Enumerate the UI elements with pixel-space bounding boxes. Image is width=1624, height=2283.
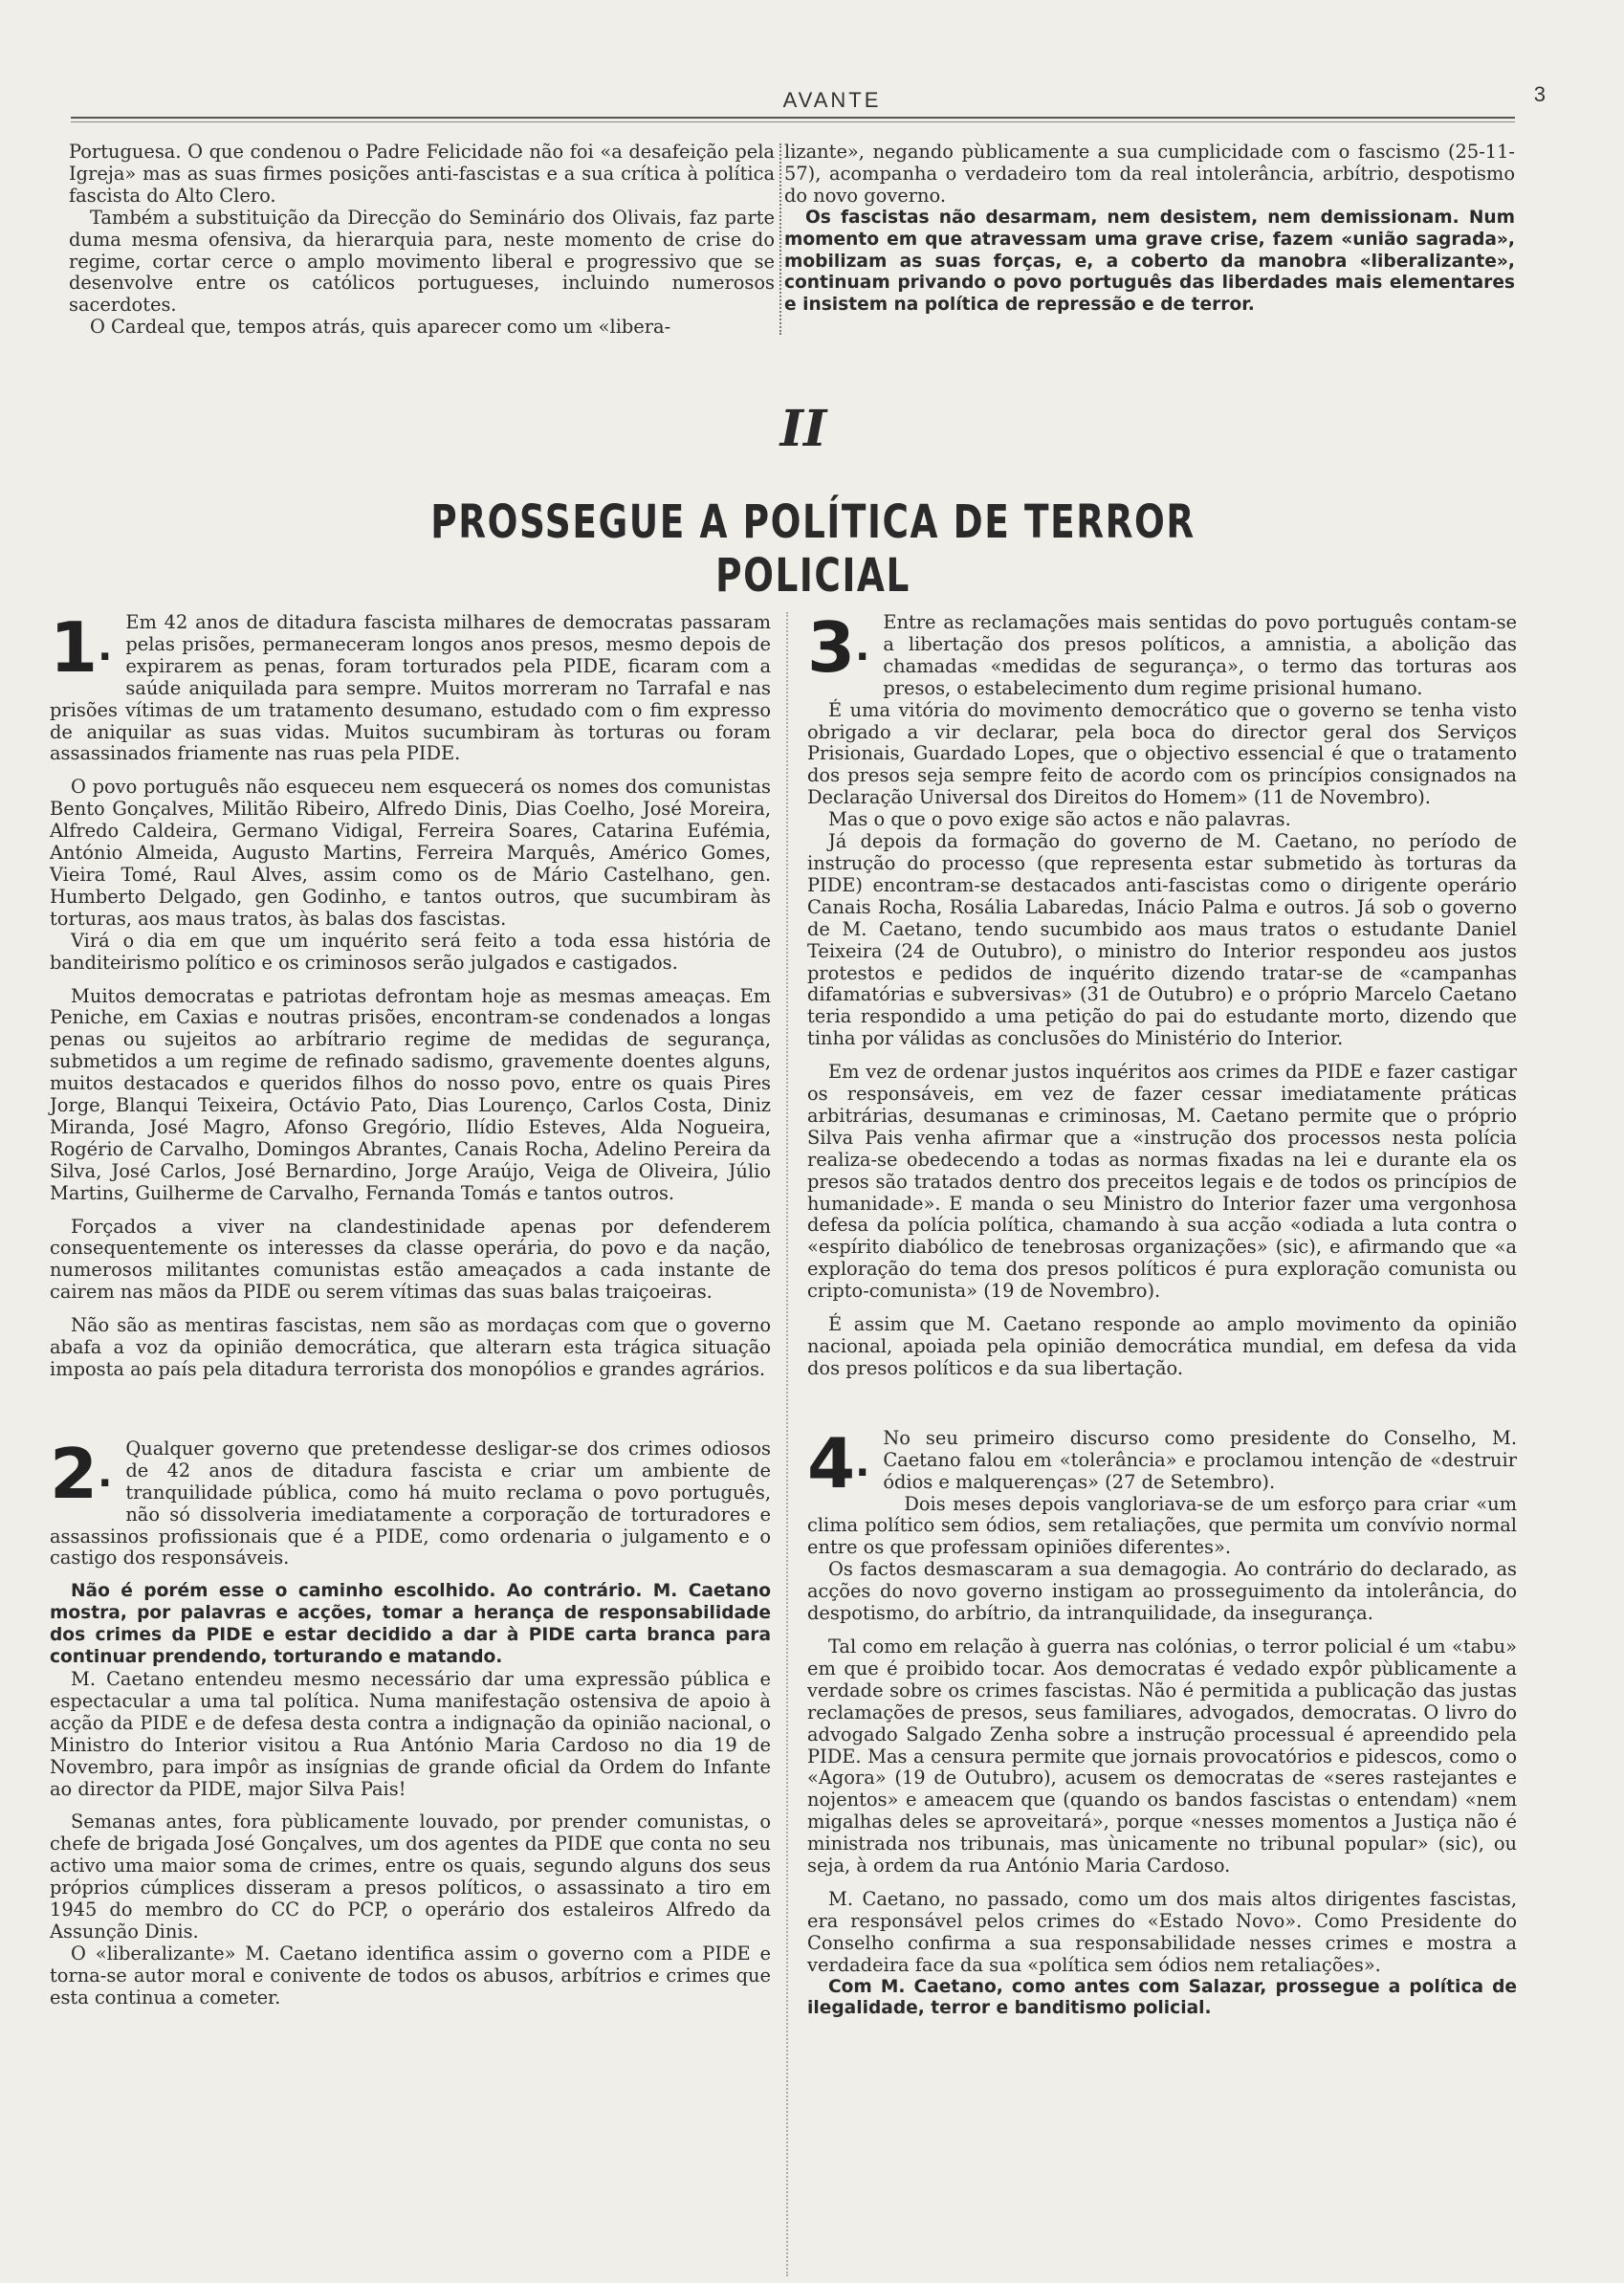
paragraph: O povo português não esqueceu nem esquecerá os nomes dos comunistas Bento Gonçalves, Militão Ribeiro, Alfredo Dinis, Dias Coelho, José Moreira, Alfredo Caldeira, Germano Vidigal, Ferreira Soares, Catarina Eufémia, António Almeida, Augusto Martins, Ferreira Marquês, Américo Gomes, Vieira Tomé, Raul Alves, assim como os de Mário Castelhano, gen. Humberto Delgado, gen Godinho, e tantos outros, que sucumbiram às torturas, aos maus tratos, às balas dos fascistas.: [50, 776, 771, 930]
paragraph: Os fascistas não desarmam, nem desistem, nem demissionam. Num momento em que atravessam uma grave crise, fazem «união sagrada», mobilizam as suas forças, e, a coberto da manobra «liberalizante», continuam privando o povo português das liberdades mais elementares e insistem na política de repressão e de terror.: [784, 207, 1515, 316]
paragraph: Não é porém esse o caminho escolhido. Ao contrário. M. Caetano mostra, por palavras e acções, tomar a herança de responsabilidade dos crimes da PIDE e estar decidido a dar à PIDE carta branca para continuar prendendo, torturando e matando.: [50, 1581, 771, 1668]
item-3: [807, 607, 1517, 1380]
item-number: 1.: [50, 607, 113, 688]
paragraph: M. Caetano entendeu mesmo necessário dar uma expressão pública e espectacular a uma tal política. Numa manifestação ostensiva de apoio à acção da PIDE e de defesa desta contra a indignação da opinião nacional, o Ministro do Interior visitou a Rua António Maria Cardoso no dia 19 de Novembro, para impôr as insígnias de grande oficial da Ordem do Infante ao director da PIDE, major Silva Pais!: [50, 1667, 771, 1800]
paragraph: É uma vitória do movimento democrático que o governo se tenha visto obrigado a vir declarar, pela boca do director geral dos Serviços Prisionais, Guardado Lopes, que o objectivo essencial é que o tratamento dos presos seja sempre feito de acordo com os princípios consignados na Declaração Universal dos Direitos do Homem» (11 de Novembro).: [807, 698, 1517, 809]
paragraph: M. Caetano, no passado, como um dos mais altos dirigentes fascistas, era responsável pelos crimes do «Estado Novo». Como Presidente do Conselho confirma a sua responsabilidade nesses crimes e mostra a verdadeira face da sua «política sem ódios nem retaliações».: [807, 1887, 1517, 1976]
paragraph: No seu primeiro discurso como presidente do Conselho, M. Caetano falou em «tolerância» e proclamou intenção de «destruir ódios e malquerenças» (27 de Setembro).: [883, 1426, 1517, 1493]
paragraph: Em 42 anos de ditadura fascista milhares de democratas passaram pelas prisões, permaneceram longos anos presos, mesmo depois de expirarem as penas, foram torturados pela PIDE, ficaram com a saúde aniquilada para sempre. Muitos morreram no Tarrafal e nas prisões vítimas de um tratamento desumano, estudado com o fim expresso de aniquilar as suas vidas. Muitos sucumbiram às torturas ou foram assassinados friamente nas ruas pela PIDE.: [50, 611, 771, 765]
paragraph: O «liberalizante» M. Caetano identifica assim o governo com a PIDE e torna-se autor moral e conivente de todos os abusos, arbítrios e crimes que esta continua a cometer.: [50, 1942, 771, 2009]
paragraph: Forçados a viver na clandestinidade apenas por defenderem consequentemente os interesses da classe operária, do povo e da nação, numerosos militantes comunistas estão ameaçados a cada instante de cairem nas mãos da PIDE ou serem vítimas das suas balas traiçoeiras.: [50, 1215, 771, 1304]
item-number: 2.: [50, 1433, 113, 1514]
top-left-column: [69, 142, 775, 339]
right-column: [807, 607, 1517, 2020]
paragraph: Com M. Caetano, como antes com Salazar, prossegue a política de ilegalidade, terror e banditismo policial.: [807, 1976, 1517, 2019]
item-number: 3.: [807, 607, 870, 688]
paragraph: Virá o dia em que um inquérito será feito a toda essa história de banditeirismo político e os criminosos serão julgados e castigados.: [50, 929, 771, 974]
item-number: 4.: [807, 1422, 870, 1504]
paragraph: Tal como em relação à guerra nas colónias, o terror policial é um «tabu» em que é proibido tocar. Aos democratas é vedado expôr pùblicamente a verdade sobre os crimes fascistas. Não é permitida a publicação das justas reclamações de presos, seus familiares, advogados, democratas. O livro do advogado Salgado Zenha sobre a instrução processual é apreendido pela PIDE. Mas a censura permite que jornais provocatórios e pidescos, como o «Agora» (19 de Outubro), acusem os democratas de «seres rastejantes e nojentos» e ameacem que (quando os bandos fascistas o entendam) «nem migalhas deles se aproveitará», porque «nesses momentos a Justiça não é ministrada nos tribunais, mas ùnicamente no tribunal popular» (sic), ou seja, à ordem da rua António Maria Cardoso.: [807, 1635, 1517, 1877]
paragraph: Não são as mentiras fascistas, nem são as mordaças com que o governo abafa a voz da opinião democrática, que alterarn esta trágica situação imposta ao país pela ditadura terrorista dos monopólios e grandes agrários.: [50, 1314, 771, 1380]
top-right-column: [784, 142, 1515, 317]
paragraph: Os factos desmascaram a sua demagogia. Ao contrário do declarado, as acções do novo governo instigam ao prosseguimento da intolerância, do despotismo, do arbítrio, da intranquilidade, da insegurança.: [807, 1558, 1517, 1625]
paragraph: É assim que M. Caetano responde ao amplo movimento da opinião nacional, apoiada pela opinião democrática mundial, em defesa da vida dos presos políticos e da sua libertação.: [807, 1313, 1517, 1379]
item-4: [807, 1422, 1517, 2021]
paragraph: Qualquer governo que pretendesse desligar-se dos crimes odiosos de 42 anos de ditadura fascista e criar um ambiente de tranquilidade pública, como há muito reclama o povo português, não só dissolveria imediatamente a corporação de torturadores e assassinos profissionais que é a PIDE, como ordenaria o julgamento e o castigo dos responsáveis.: [50, 1437, 771, 1570]
column-divider: [786, 612, 789, 2276]
paragraph: Muitos democratas e patriotas defrontam hoje as mesmas ameaças. Em Peniche, em Caxias e noutras prisões, encontram-se condenados a longas penas ou sujeitos ao arbítrario regime de medidas de segurança, submetidos a um regime de refinado sadismo, gravemente doentes alguns, muitos destacados e queridos filhos do nosso povo, entre os quais Pires Jorge, Blanqui Teixeira, Octávio Pato, Dias Lourenço, Carlos Costa, Diniz Miranda, José Magro, Afonso Gregório, Ilídio Esteves, Alda Nogueira, Rogério de Carvalho, Domingos Abrantes, Canais Rocha, Adelino Pereira da Silva, José Carlos, José Bernardino, Jorge Araújo, Veiga de Oliveira, Júlio Martins, Guilherme de Carvalho, Fernanda Tomás e tantos outros.: [50, 984, 771, 1204]
page-number: 3: [1533, 82, 1546, 106]
paragraph: Em vez de ordenar justos inquéritos aos crimes da PIDE e fazer castigar os responsáveis, em vez de fazer cessar imediatamente práticas arbitrárias, desumanas e criminosas, M. Caetano permite que o próprio Silva Pais venha afirmar que a «instrução dos processos nesta polícia realiza-se obedecendo a todas as normas fixadas na lei e durante ela os presos são tratados dentro dos preceitos legais e de todos os princípios de humanidade». E manda o seu Ministro do Interior fazer uma vergonhosa defesa da polícia política, chamando à sua acção «odiada a luta contra o «espírito diabólico de tenebrosas organizações» (sic), e afirmando que «a exploração do tema dos presos políticos é pura exploração comunista ou cripto-comunista» (19 de Novembro).: [807, 1061, 1517, 1303]
header-rule-thin: [71, 121, 1515, 122]
paragraph: Dois meses depois vangloriava-se de um esforço para criar «um clima político sem ódios, sem retaliações, que permita um convívio normal entre os que professam opiniões diferentes».: [807, 1492, 1517, 1559]
header-rule: [71, 117, 1515, 119]
paragraph: Semanas antes, fora pùblicamente louvado, por prender comunistas, o chefe de brigada José Gonçalves, um dos agentes da PIDE que conta no seu activo uma maior soma de crimes, entre os quais, segundo alguns dos seus próprios cúmplices disseram a presos políticos, o assassinato a tiro em 1945 do membro do CC do PCP, o operário dos estaleiros Alfredo da Assunção Dinis.: [50, 1811, 771, 1943]
paragraph: Entre as reclamações mais sentidas do povo português contam-se a libertação dos presos políticos, a amnistia, a abolição das chamadas «medidas de segurança», o termo das torturas aos presos, o estabelecimento dum regime prisional humano.: [883, 611, 1517, 699]
section-title: PROSSEGUE A POLÍTICA DE TERROR POLICIAL: [430, 495, 1196, 603]
left-column: [50, 607, 771, 2009]
paragraph: Também a substituição da Direcção do Seminário dos Olivais, faz parte duma mesma ofensiva, da hierarquia para, neste momento de crise do regime, cortar cerce o amplo movimento liberal e progressivo que se desenvolve entre os católicos portugueses, incluindo numerosos sacerdotes.: [69, 206, 775, 317]
paragraph: Mas o que o povo exige são actos e não palavras.: [828, 808, 1291, 831]
paragraph: O Cardeal que, tempos atrás, quis aparecer como um «libera-: [90, 316, 671, 339]
section-number: II: [779, 400, 827, 458]
column-divider: [779, 143, 782, 335]
paragraph: Já depois da formação do governo de M. Caetano, no período de instrução do processo (que representa estar submetido às torturas da PIDE) encontram-se destacados anti-fascistas como o dirigente operário Canais Rocha, Rosália Labaredas, Inácio Palma e outros. Já sob o governo de M. Caetano, tendo sucumbido aos maus tratos o estudante Daniel Teixeira (24 de Outubro), o ministro do Interior respondeu aos justos protestos e pedidos de inquérito dizendo tratar-se de «campanhas difamatórias e subversivas» (31 de Outubro) e o próprio Marcelo Caetano teria respondido a uma petição do pai do estudante morto, dizendo que tinha por válidas as conclusões do Ministério do Interior.: [807, 830, 1517, 1050]
item-2: [50, 1433, 771, 2009]
paragraph: Portuguesa. O que condenou o Padre Felicidade não foi «a desafeição pela Igreja» mas as suas firmes posições anti-fascistas e a sua crítica à política fascista do Alto Clero.: [69, 141, 775, 207]
paragraph: lizante», negando pùblicamente a sua cumplicidade com o fascismo (25-11-57), acompanha o verdadeiro tom da real intolerância, arbítrio, despotismo do novo governo.: [784, 141, 1515, 207]
running-header: AVANTE: [782, 88, 882, 112]
item-1: [50, 607, 771, 1381]
